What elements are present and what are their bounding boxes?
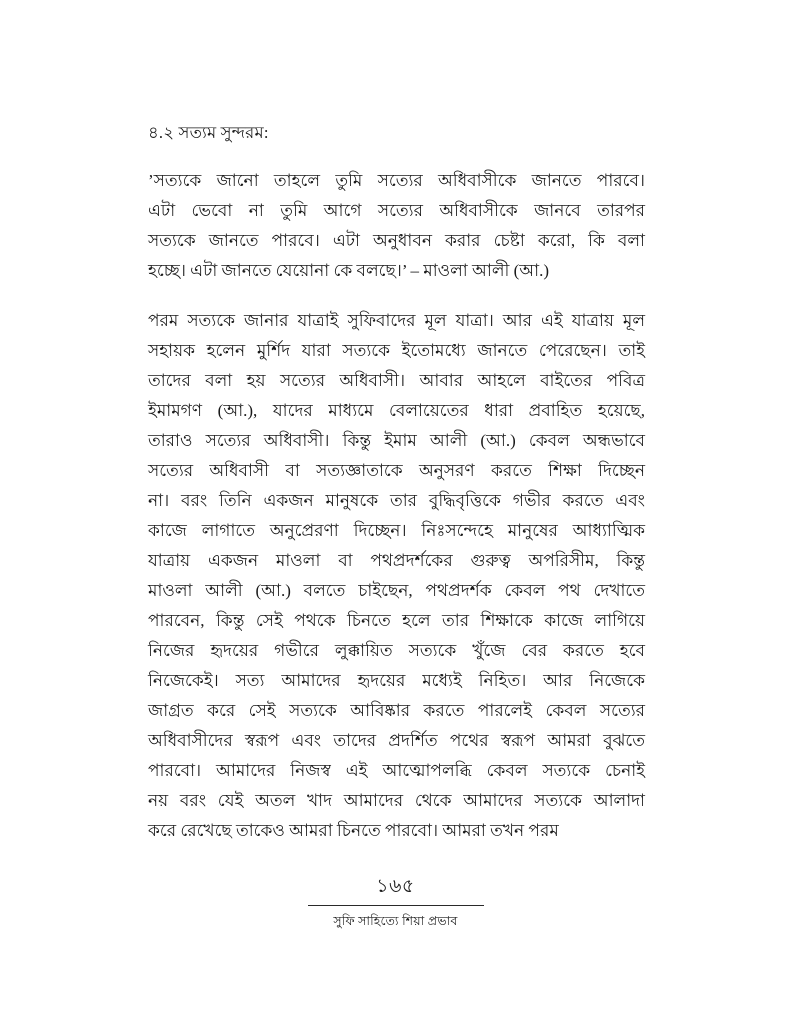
quote-line: ’সত্যকে জানো তাহলে তুমি সত্যের অধিবাসীকে জানতে পারবে। [148,171,645,190]
quote-line: সত্যকে জানতে পারবে। এটা অনুধাবন করার চেষ্টা করো, কি বলা [148,231,645,250]
body-line: তাদের বলা হয় সত্যের অধিবাসী। আবার আহলে বাইতের পবিত্র [148,371,645,390]
footer-book-title: সুফি সাহিত্যে শিয়া প্রভাব [333,914,458,928]
page-content [148,118,645,846]
body-line: পরম সত্যকে জানার যাত্রাই সুফিবাদের মূল যাত্রা। আর এই যাত্রায় মূল [148,311,645,330]
body-line: না। বরং তিনি একজন মানুষকে তার বুদ্ধিবৃত্তিকে গভীর করতে এবং [148,491,645,510]
body-line: জাগ্রত করে সেই সত্যকে আবিষ্কার করতে পারলেই কেবল সত্যের [148,701,645,720]
body-line: সহায়ক হলেন মুর্শিদ যারা সত্যকে ইতোমধ্যে জানতে পেরেছেন। তাই [148,341,645,360]
body-line: নিজের হৃদয়ের গভীরে লুক্কায়িত সত্যকে খুঁজে বের করতে হবে [148,641,645,660]
page-number: ১৬৫ [376,876,415,897]
body-line: নয় বরং যেই অতল খাদ আমাদের থেকে আমাদের সত্যকে আলাদা [148,791,645,810]
body-line: নিজেকেই। সত্য আমাদের হৃদয়ের মধ্যেই নিহিত। আর নিজেকে [148,671,645,690]
body-line: মাওলা আলী (আ.) বলতে চাইছেন, পথপ্রদর্শক কেবল পথ দেখাতে [148,581,645,600]
body-line: পারবেন, কিন্তু সেই পথকে চিনতে হলে তার শিক্ষাকে কাজে লাগিয়ে [148,611,645,630]
body-line: যাত্রায় একজন মাওলা বা পথপ্রদর্শকের গুরুত্ব অপরিসীম, কিন্তু [148,551,645,570]
body-line: সত্যের অধিবাসী বা সত্যজ্ঞাতাকে অনুসরণ করতে শিক্ষা দিচ্ছেন [148,461,645,480]
section-heading: ৪.২ সত্যম সুন্দরম: [148,123,269,142]
quotation-paragraph [148,166,645,286]
body-line: অধিবাসীদের স্বরূপ এবং তাদের প্রদর্শিত পথের স্বরূপ আমরা বুঝতে [148,731,645,750]
footer-divider [308,905,484,906]
body-line: কাজে লাগাতে অনুপ্রেরণা দিচ্ছেন। নিঃসন্দেহে মানুষের আধ্যাত্মিক [148,521,645,540]
page-footer [0,875,791,931]
body-line: পারবো। আমাদের নিজস্ব এই আত্মোপলব্ধি কেবল সত্যকে চেনাই [148,761,645,780]
body-paragraph [148,306,645,846]
body-line: করে রেখেছে তাকেও আমরা চিনতে পারবো। আমরা তখন পরম [148,821,559,840]
quote-line-attribution: হচ্ছে। এটা জানতে যেয়োনা কে বলছে।’ – মাওলা আলী (আ.) [148,261,549,280]
quote-line: এটা ভেবো না তুমি আগে সত্যের অধিবাসীকে জানবে তারপর [148,201,645,220]
body-line: তারাও সত্যের অধিবাসী। কিন্তু ইমাম আলী (আ.) কেবল অন্ধভাবে [148,431,645,450]
body-line: ইমামগণ (আ.), যাদের মাধ্যমে বেলায়েতের ধারা প্রবাহিত হয়েছে, [148,401,645,420]
